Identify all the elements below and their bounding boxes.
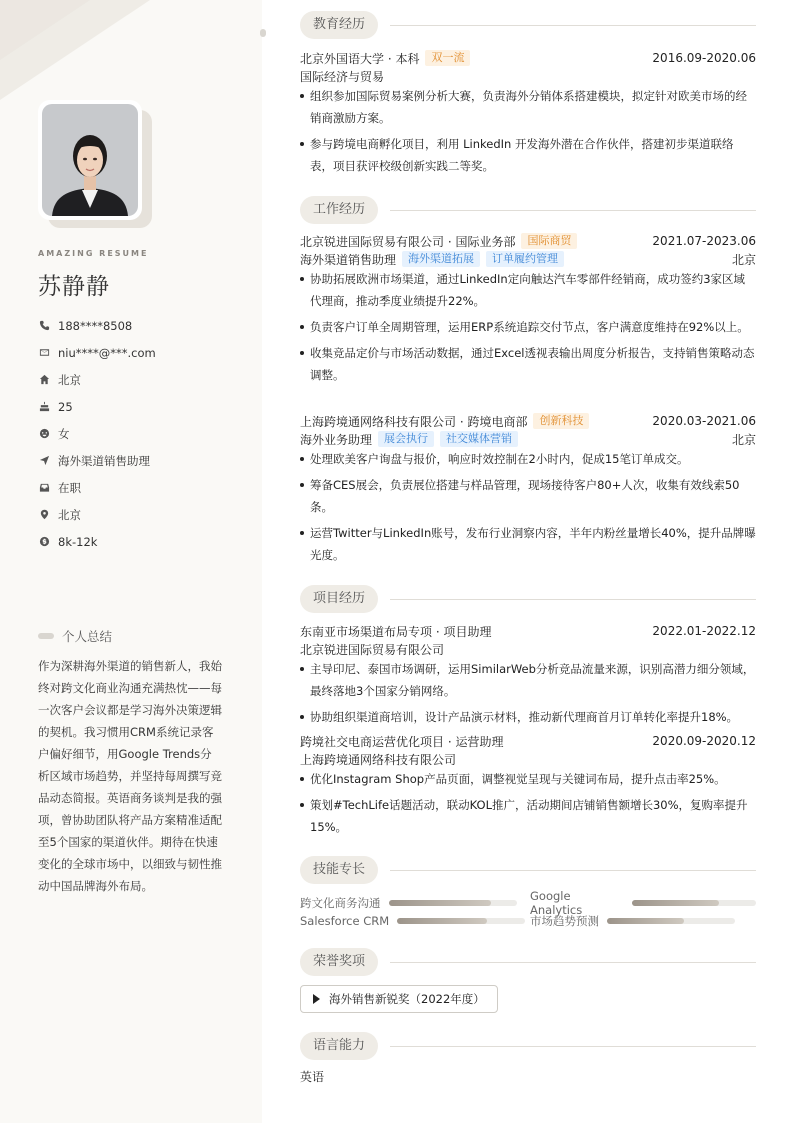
skill-item: [530, 889, 756, 917]
section-divider: [390, 962, 756, 963]
list-item: 参与跨境电商孵化项目，利用 LinkedIn 开发海外潜在合作伙伴，搭建初步渠道联络表，项目获评校级创新实践二等奖。: [300, 133, 756, 177]
job-period: 2021.07-2023.06: [652, 234, 756, 248]
section-divider: [390, 1046, 756, 1047]
home-icon: [38, 374, 50, 386]
skill-track: [397, 918, 525, 924]
info-text: 海外渠道销售助理: [58, 453, 150, 468]
project-period: 2022.01-2022.12: [652, 624, 756, 638]
list-item: 主导印尼、泰国市场调研，运用SimilarWeb分析竞品流量来源，识别高潜力细分领域，最终落地3个国家分销网络。: [300, 658, 756, 702]
gender-icon: [38, 428, 50, 440]
info-text: 女: [58, 426, 70, 441]
section-divider: [390, 210, 756, 211]
list-item: 协助组织渠道商培训，设计产品演示材料，推动新代理商首月订单转化率提升18%。: [300, 706, 756, 728]
job-role: 海外渠道销售助理: [300, 252, 397, 267]
info-text: 8k-12k: [58, 534, 98, 549]
info-phone: [38, 312, 156, 339]
list-item: 组织参加国际贸易案例分析大赛，负责海外分销体系搭建模块，拟定针对欧美市场的经销商激励方案。: [300, 85, 756, 129]
info-location: [38, 501, 156, 528]
project-org: 上海跨境通网络科技有限公司: [300, 752, 457, 767]
skill-track: [607, 918, 735, 924]
list-item: 协助拓展欧洲市场渠道，通过LinkedIn定向触达汽车零部件经销商，成功签约3家区域代理商，推动季度业绩提升22%。: [300, 268, 756, 312]
project-bullets: [300, 658, 756, 732]
project-org-row: [300, 640, 756, 658]
skill-item: [300, 894, 517, 912]
summary-text: 作为深耕海外渠道的销售新人，我始终对跨文化商业沟通充满热忱——每一次客户会议都是学习海外决策逻辑的契机。我习惯用CRM系统记录客户偏好细节，用Google Trends分析区域市场趋势，并坚持每周撰写竞品动态简报。英语商务谈判是我的强项，曾协助团队将产品方案精准适配至5个国家的渠道伙伴。期待在快速变化的全球市场中，以细致与韧性推动中国品牌海外布局。: [38, 659, 222, 893]
list-item: 策划#TechLife话题活动，联动KOL推广，活动期间店铺销售额增长30%，复购率提升15%。: [300, 794, 756, 838]
project-name-row: [300, 622, 756, 640]
candidate-name: 苏静静: [38, 274, 110, 300]
section-divider: [390, 25, 756, 26]
section-title: 工作经历: [300, 196, 378, 224]
job-city: 北京: [731, 252, 756, 267]
project-org-row: [300, 750, 756, 768]
section-title: 项目经历: [300, 585, 378, 613]
company-name: 北京锐进国际贸易有限公司 · 国际业务部: [300, 234, 516, 249]
skill-fill: [397, 918, 487, 924]
info-text: 25: [58, 399, 73, 414]
info-email: [38, 339, 156, 366]
send-icon: [38, 455, 50, 467]
project-name: 跨境社交电商运营优化项目 · 运营助理: [300, 734, 504, 749]
role-tag: 展会执行: [378, 431, 434, 447]
summary-title: 个人总结: [62, 629, 113, 644]
school-name: 北京外国语大学 · 本科: [300, 51, 420, 66]
role-tag: 订单履约管理: [486, 251, 564, 267]
contact-info-list: [38, 312, 156, 555]
job-bullets: [300, 448, 756, 570]
job-company-row: [300, 232, 756, 250]
company-tag: 国际商贸: [521, 233, 577, 249]
sidebar: [0, 0, 262, 1123]
phone-icon: [38, 320, 50, 332]
avatar-frame: [38, 100, 142, 220]
project-bullets: [300, 768, 756, 842]
salary-icon: [38, 536, 50, 548]
info-position: [38, 447, 156, 474]
info-text: 188****8508: [58, 318, 133, 333]
section-divider: [390, 870, 756, 871]
skill-item: [530, 912, 735, 930]
skill-name: 市场趋势预测: [530, 914, 599, 928]
education-period: 2016.09-2020.06: [652, 51, 756, 65]
project-name: 东南亚市场渠道布局专项 · 项目助理: [300, 624, 492, 639]
role-tag: 社交媒体营销: [440, 431, 518, 447]
education-heading: [300, 11, 756, 39]
project-org: 北京锐进国际贸易有限公司: [300, 642, 445, 657]
info-text: 在职: [58, 480, 81, 495]
projects-heading: [300, 585, 756, 613]
info-home: [38, 366, 156, 393]
list-item: 优化Instagram Shop产品页面，调整视觉呈现与关键词布局，提升点击率25%。: [300, 768, 756, 790]
skill-name: 跨文化商务沟通: [300, 896, 381, 910]
skill-fill: [389, 900, 491, 906]
list-item: 处理欧美客户询盘与报价，响应时效控制在2小时内，促成15笔订单成交。: [300, 448, 756, 470]
list-item: 运营Twitter与LinkedIn账号，发布行业洞察内容，半年内粉丝量增长40%，提升品牌曝光度。: [300, 522, 756, 566]
section-title: 荣誉奖项: [300, 948, 378, 976]
work-heading: [300, 196, 756, 224]
job-period: 2020.03-2021.06: [652, 414, 756, 428]
info-salary: [38, 528, 156, 555]
award-item: [300, 985, 498, 1013]
company-name: 上海跨境通网络科技有限公司 · 跨境电商部: [300, 414, 528, 429]
section-title: 语言能力: [300, 1032, 378, 1060]
avatar-portrait-icon: [42, 104, 138, 216]
school-tag: 双一流: [425, 50, 470, 66]
skill-name: Salesforce CRM: [300, 914, 390, 928]
job-bullets: [300, 268, 756, 390]
corner-decoration-inner: [0, 0, 90, 60]
major: 国际经济与贸易: [300, 69, 385, 84]
info-gender: [38, 420, 156, 447]
skill-track: [632, 900, 756, 906]
skill-name: Google Analytics: [530, 889, 583, 917]
section-title: 教育经历: [300, 11, 378, 39]
section-title: 技能专长: [300, 856, 378, 884]
skill-item: [300, 912, 525, 930]
info-text: 北京: [58, 372, 81, 387]
skill-fill: [632, 900, 719, 906]
list-item: 筹备CES展会，负责展位搭建与样品管理，现场接待客户80+人次，收集有效线索50条。: [300, 474, 756, 518]
skill-track: [389, 900, 517, 906]
location-icon: [38, 509, 50, 521]
play-triangle-icon: [313, 994, 320, 1004]
role-tag: 海外渠道拓展: [402, 251, 480, 267]
project-name-row: [300, 732, 756, 750]
languages-heading: [300, 1032, 756, 1060]
decoration-dot: [260, 29, 266, 37]
honors-heading: [300, 948, 756, 976]
info-text: 北京: [58, 507, 81, 522]
avatar: [38, 100, 152, 228]
award-name: 海外销售新锐奖（2022年度）: [329, 992, 485, 1006]
education-bullets: [300, 85, 756, 181]
language-item: 英语: [300, 1070, 325, 1084]
education-school-row: [300, 49, 756, 67]
list-item: 负责客户订单全周期管理，运用ERP系统追踪交付节点，客户满意度维持在92%以上。: [300, 316, 756, 338]
info-text: niu****@***.com: [58, 345, 156, 360]
education-major-row: [300, 67, 756, 85]
resume-tagline: AMAZING RESUME: [38, 249, 149, 258]
job-city: 北京: [731, 432, 756, 447]
section-divider: [390, 599, 756, 600]
job-company-row: [300, 412, 756, 430]
summary-heading: [38, 627, 112, 645]
company-tag: 创新科技: [533, 413, 589, 429]
cake-icon: [38, 401, 50, 413]
info-status: [38, 474, 156, 501]
skill-fill: [607, 918, 684, 924]
job-role-row: [300, 250, 756, 268]
heading-bar: [38, 633, 54, 639]
mail-icon: [38, 347, 50, 359]
inbox-icon: [38, 482, 50, 494]
job-role-row: [300, 430, 756, 448]
info-age: [38, 393, 156, 420]
project-period: 2020.09-2020.12: [652, 734, 756, 748]
list-item: 收集竞品定价与市场活动数据，通过Excel透视表输出周度分析报告，支持销售策略动态调整。: [300, 342, 756, 386]
skills-heading: [300, 856, 756, 884]
job-role: 海外业务助理: [300, 432, 373, 447]
